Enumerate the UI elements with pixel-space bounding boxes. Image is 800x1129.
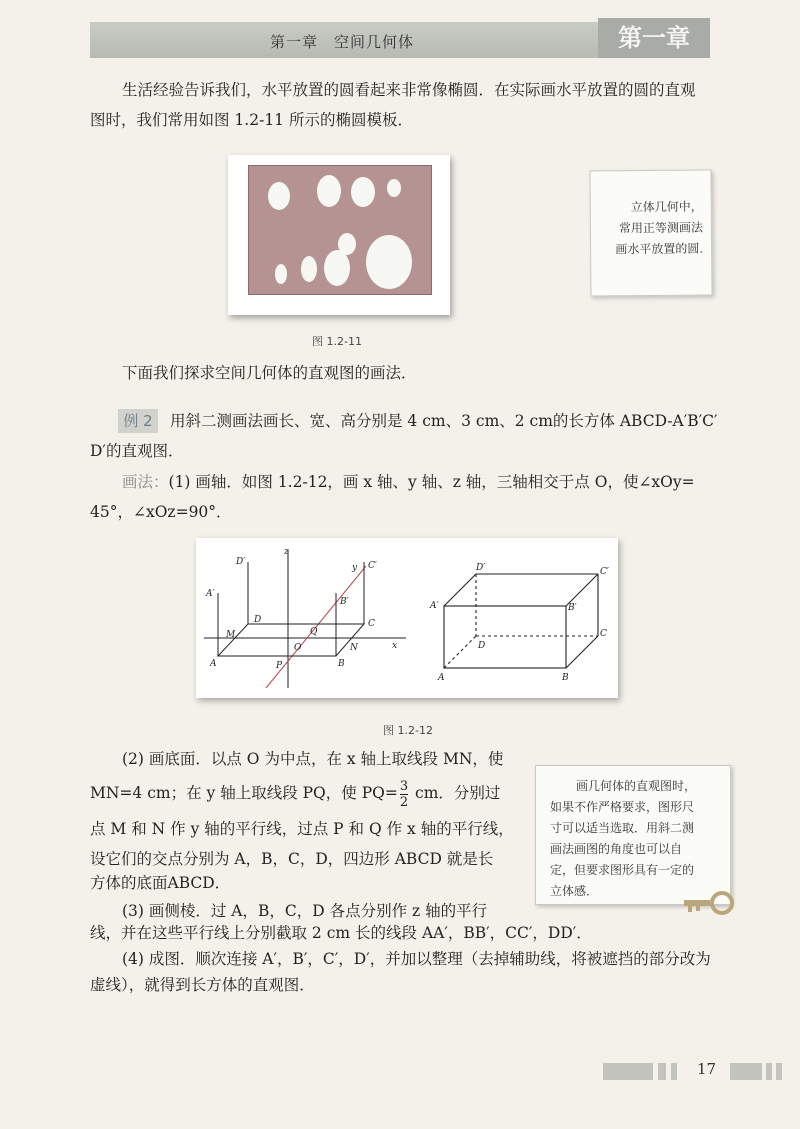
edge xyxy=(566,574,598,606)
footer-bar xyxy=(776,1063,782,1080)
side-note-2-line: 立体感． xyxy=(550,884,599,898)
paragraph-2: 下面我们探求空间几何体的直观图的画法． xyxy=(122,364,417,382)
side-note-2-line: 定，但要求图形具有一定的 xyxy=(550,863,695,877)
footer-bar xyxy=(766,1063,772,1080)
base-parallelogram xyxy=(218,624,364,656)
ellipse-hole xyxy=(268,182,290,210)
hidden-edge xyxy=(444,636,476,668)
intro-line-1: 生活经验告诉我们，水平放置的圆看起来非常像椭圆．在实际画水平放置的圆的直观 xyxy=(122,81,696,99)
edge xyxy=(444,574,476,606)
label: A xyxy=(438,673,445,683)
side-note-1-line: 画水平放置的圆. xyxy=(615,241,704,257)
label: C′ xyxy=(368,561,377,571)
side-note-2-line: 画几何体的直观图时， xyxy=(576,779,697,793)
example-line-2: D′的直观图． xyxy=(90,442,184,460)
figure-1-caption: 图 1.2-11 xyxy=(312,335,362,348)
label: D xyxy=(478,641,486,651)
edge xyxy=(566,636,598,668)
step-2-line-4: 设它们的交点分别为 A，B，C，D，四边形 ABCD 就是长 xyxy=(90,850,494,868)
side-note-2 xyxy=(535,765,731,905)
ellipse-hole xyxy=(351,177,375,207)
label: P xyxy=(276,661,283,671)
label: Q xyxy=(310,627,318,637)
label: B′ xyxy=(568,603,577,613)
label: B′ xyxy=(340,597,349,607)
side-note-1 xyxy=(589,169,712,296)
label: C′ xyxy=(600,567,609,577)
label: A′ xyxy=(206,589,215,599)
label: x xyxy=(392,641,398,651)
ellipse-hole xyxy=(324,250,350,286)
label: A xyxy=(210,659,217,669)
label: N xyxy=(350,643,358,653)
step-2-line-1: (2) 画底面．以点 O 为中点，在 x 轴上取线段 MN，使 xyxy=(122,750,504,768)
method-step-1: (1) 画轴．如图 1.2-12，画 x 轴、y 轴、z 轴，三轴相交于点 O，使∠xOy= xyxy=(168,473,695,491)
figure-2-caption: 图 1.2-12 xyxy=(383,724,433,737)
fraction-numerator: 3 xyxy=(399,778,409,794)
label: B xyxy=(562,673,569,683)
side-note-2-line: 寸可以适当选取．用斜二测 xyxy=(550,821,695,835)
label: z xyxy=(284,547,289,557)
label: D′ xyxy=(476,563,486,573)
example-tag: 例 2 xyxy=(118,409,158,433)
front-face xyxy=(444,606,566,668)
ellipse-hole xyxy=(366,235,412,289)
fraction-denominator: 2 xyxy=(399,794,409,810)
key-icon xyxy=(682,890,738,920)
step-4-line-2: 虚线），就得到长方体的直观图． xyxy=(90,976,315,994)
ellipse-hole xyxy=(387,179,401,197)
step-2-text-b: cm．分别过 xyxy=(410,784,501,802)
method-line-1 xyxy=(122,467,695,497)
method-line-2: 45°，∠xOz=90°． xyxy=(90,503,232,521)
step-2-line-3: 点 M 和 N 作 y 轴的平行线，过点 P 和 Q 作 x 轴的平行线， xyxy=(90,820,514,838)
running-header: 第一章 空间几何体 xyxy=(270,33,415,51)
step-3-line-1: (3) 画侧棱．过 A，B，C，D 各点分别作 z 轴的平行 xyxy=(122,902,488,920)
ellipse-hole xyxy=(275,264,287,284)
step-2-line-5: 方体的底面ABCD． xyxy=(90,874,231,892)
step-4-line-1: (4) 成图．顺次连接 A′，B′，C′，D′，并加以整理（去掉辅助线，将被遮挡的部分改为 xyxy=(122,950,711,968)
ellipse-template-svg xyxy=(249,166,433,296)
label: A′ xyxy=(430,601,439,611)
cuboid-diagram-figure xyxy=(196,538,618,698)
footer-bar xyxy=(671,1063,677,1080)
example-line-1: 用斜二测画法画长、宽、高分别是 4 cm、3 cm、2 cm的长方体 ABCD-A′B′C′ xyxy=(170,412,718,430)
label: C xyxy=(368,619,375,629)
cuboid-drawing xyxy=(444,574,598,668)
cuboid-diagram-svg xyxy=(196,538,618,698)
side-note-2-line: 画法画图的角度也可以自 xyxy=(550,842,683,856)
side-note-2-line: 如果不作严格要求，图形尺 xyxy=(550,800,695,814)
footer-bar xyxy=(603,1063,653,1080)
side-note-1-line: 常用正等测画法 xyxy=(618,220,704,236)
chapter-tab: 第一章 xyxy=(598,18,710,58)
method-label: 画法： xyxy=(122,473,169,491)
label: y xyxy=(352,563,358,573)
ellipse-template-plate xyxy=(248,165,432,295)
label: C xyxy=(600,629,607,639)
label: M xyxy=(226,630,236,640)
label: O xyxy=(294,643,302,653)
intro-line-2: 图时，我们常用如图 1.2-11 所示的椭圆模板． xyxy=(90,111,413,129)
ellipse-hole xyxy=(301,256,317,282)
ellipse-hole xyxy=(317,175,341,207)
step-2-text-a: MN=4 cm；在 y 轴上取线段 PQ，使 PQ= xyxy=(90,784,398,802)
label: D xyxy=(254,615,262,625)
side-note-1-line: 立体几何中， xyxy=(630,199,703,215)
fraction xyxy=(400,779,408,810)
footer-bar xyxy=(658,1063,666,1080)
step-3-line-2: 线，并在这些平行线上分别截取 2 cm 长的线段 AA′，BB′，CC′，DD′． xyxy=(90,924,592,942)
label: D′ xyxy=(236,557,246,567)
footer-bar xyxy=(730,1063,762,1080)
step-2-line-2 xyxy=(90,778,500,810)
label: B xyxy=(338,659,345,669)
page-number: 17 xyxy=(697,1060,717,1078)
